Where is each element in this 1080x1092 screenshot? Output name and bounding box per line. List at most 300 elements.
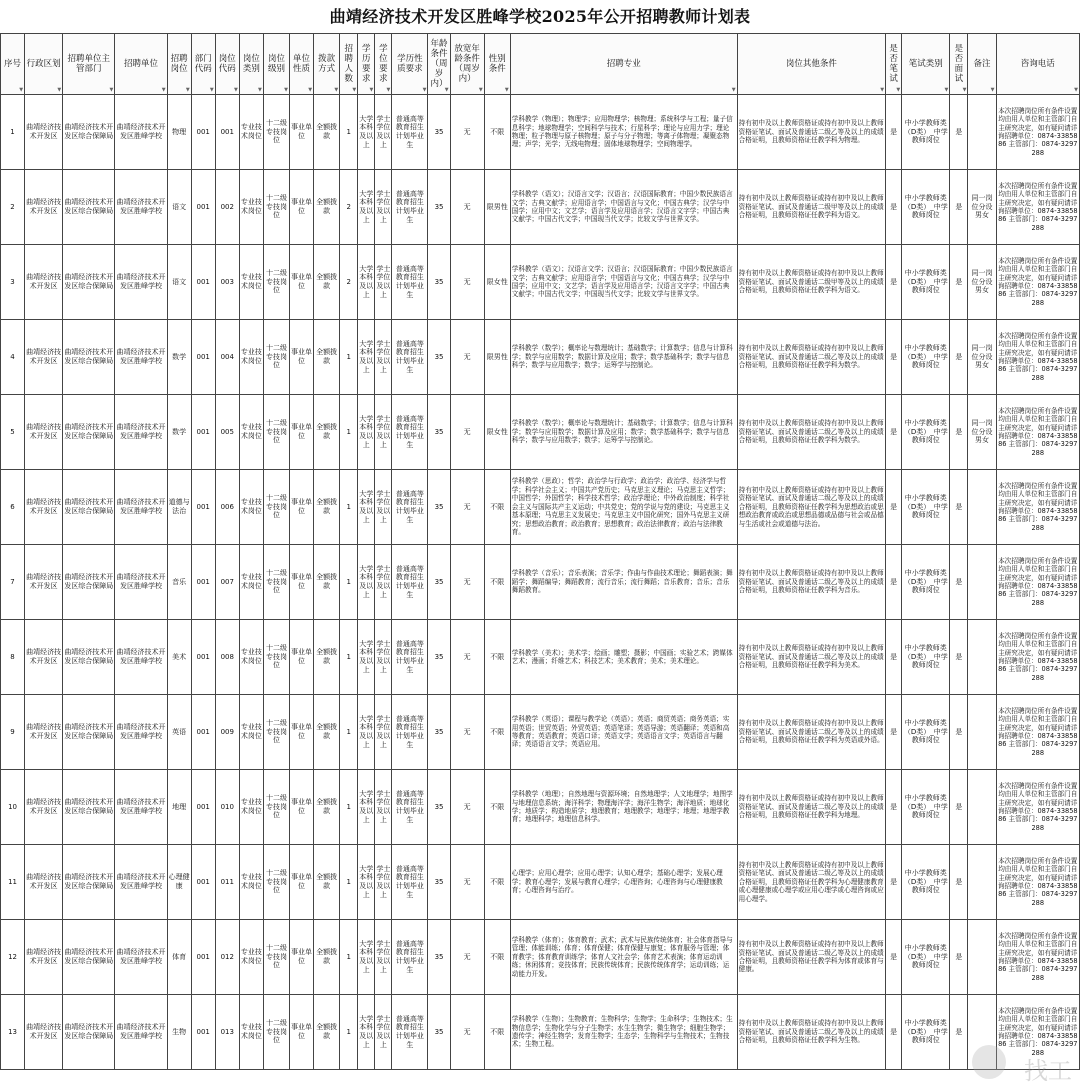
cell-unit-text: 曲靖经济技术开发区胜峰学校 [116,273,166,290]
cell-nature [290,995,314,1070]
dropdown-arrow-icon[interactable]: ▼ [352,87,357,93]
watermark [1024,1051,1072,1086]
cell-interview [950,620,968,695]
cell-major [510,920,737,995]
cell-nature [290,920,314,995]
cell-funding-text: 全额拨款 [316,948,338,965]
cell-written-exam [886,170,902,245]
table-row [1,170,1080,245]
cell-age-relaxed-text: 无 [463,877,471,886]
cell-unit-text: 曲靖经济技术开发区胜峰学校 [116,948,166,965]
cell-post-code [215,95,239,170]
column-header-label: 备注 [973,58,991,69]
cell-degree-text: 学士学位及以上 [376,114,391,149]
dropdown-arrow-icon[interactable]: ▼ [504,87,509,93]
table-row [1,845,1080,920]
cell-nature-text: 事业单位 [291,948,313,965]
cell-age-relaxed [450,320,484,395]
cell-number-text: 13 [8,1027,17,1036]
cell-major-text: 学科教学（语文）；汉语言文学；汉语言；汉语国际教育；中国少数民族语言文学；古典文献学；应用语言学；中国语言与文化；中国古典学；汉学与中国学；应用中文；文艺学；语言学及应用语言学；汉语言文字学；中国古典文献学；中国古代文学；中国现当代文学；比较文学与世界文学。 [511,190,733,224]
cell-exam-type [902,920,950,995]
column-header[interactable] [1,34,25,95]
cell-nature-text: 事业单位 [291,573,313,590]
cell-unit [115,920,167,995]
column-header[interactable] [314,34,340,95]
cell-region-text: 曲靖经济技术开发区 [26,498,62,515]
cell-gender-text: 不限 [490,952,505,961]
cell-level-text: 十二级专技岗位 [265,643,287,670]
cell-unit [115,545,167,620]
cell-remark [968,620,996,695]
cell-education-type-text: 普通高等教育招生计划毕业生 [395,114,424,149]
cell-exam-type [902,245,950,320]
cell-age-text: 35 [434,802,444,811]
dropdown-arrow-icon[interactable]: ▼ [233,87,238,93]
cell-interview-text: 是 [955,727,963,736]
dropdown-arrow-icon[interactable]: ▼ [478,87,483,93]
dropdown-arrow-icon[interactable]: ▼ [284,87,288,93]
cell-age-relaxed [450,770,484,845]
cell-post-code-text: 006 [220,502,234,511]
column-header[interactable] [950,34,968,95]
cell-exam-type [902,995,950,1070]
cell-post-code-text: 013 [220,1027,234,1036]
cell-education-type [392,320,428,395]
cell-category [239,170,263,245]
cell-education-type-text: 普通高等教育招生计划毕业生 [395,939,424,974]
cell-level-text: 十二级专技岗位 [265,718,287,745]
dropdown-arrow-icon[interactable]: ▼ [109,87,114,93]
cell-nature-text: 事业单位 [291,798,313,815]
dropdown-arrow-icon[interactable]: ▼ [334,87,339,93]
cell-funding [314,845,340,920]
cell-nature [290,395,314,470]
cell-region [25,395,63,470]
cell-phone-text: 本次招聘岗位所有条件设置均由用人单位和主管部门自主研究决定，如有疑问请详询招聘单位：0874-3385886 主管部门：0874-3297288 [997,781,1078,832]
cell-interview-text: 是 [955,427,963,436]
cell-nature-text: 事业单位 [291,498,313,515]
column-header[interactable] [167,34,191,95]
cell-level-text: 十二级专技岗位 [265,343,287,370]
cell-gender [484,995,510,1070]
column-header[interactable] [215,34,239,95]
cell-level [263,770,289,845]
cell-funding-text: 全额拨款 [316,1023,338,1040]
cell-education-type-text: 普通高等教育招生计划毕业生 [395,264,424,299]
cell-department [63,695,115,770]
cell-age-relaxed [450,170,484,245]
cell-level [263,695,289,770]
cell-department-text: 曲靖经济技术开发区综合保障局 [64,948,114,965]
dropdown-arrow-icon[interactable]: ▼ [258,87,262,93]
cell-degree-text: 学士学位及以上 [376,189,391,224]
dropdown-arrow-icon[interactable]: ▼ [57,87,62,93]
cell-level [263,320,289,395]
cell-other-conditions-text: 持有初中及以上教师资格证或持有初中及以上教师资格证笔试、面试及普通话二级乙等及以上的成绩合格证明，且教师资格证任教学科为英语或外语。 [738,719,884,745]
cell-dept-code-text: 001 [196,127,210,136]
cell-age-relaxed [450,95,484,170]
column-header[interactable] [63,34,115,95]
cell-exam-type [902,395,950,470]
column-header-label: 序号 [4,58,22,69]
dropdown-arrow-icon[interactable]: ▼ [1074,87,1078,93]
cell-major [510,620,737,695]
column-header[interactable] [886,34,902,95]
cell-funding-text: 全额拨款 [316,198,338,215]
cell-category [239,545,263,620]
cell-nature-text: 事业单位 [291,273,313,290]
cell-gender-text: 不限 [490,502,505,511]
cell-age-relaxed-text: 无 [463,577,471,586]
cell-age [428,245,450,320]
cell-degree [375,170,392,245]
cell-remark [968,470,996,545]
cell-degree [375,620,392,695]
cell-age [428,995,450,1070]
table-row [1,620,1080,695]
cell-count [340,470,358,545]
cell-age-relaxed [450,995,484,1070]
column-header[interactable] [25,34,63,95]
cell-post-code [215,920,239,995]
cell-age-relaxed [450,920,484,995]
cell-age-relaxed-text: 无 [463,352,471,361]
cell-age-text: 35 [434,877,444,886]
dropdown-arrow-icon[interactable]: ▼ [896,87,901,93]
cell-category [239,245,263,320]
cell-education [358,470,375,545]
cell-education-type-text: 普通高等教育招生计划毕业生 [395,564,424,599]
cell-post-code [215,170,239,245]
cell-category-text: 专业技术岗位 [240,273,262,290]
cell-category [239,320,263,395]
cell-funding-text: 全额拨款 [316,798,338,815]
column-header[interactable] [510,34,737,95]
cell-department-text: 曲靖经济技术开发区综合保障局 [64,723,114,740]
cell-number-text: 4 [10,352,15,361]
cell-department [63,320,115,395]
cell-gender [484,95,510,170]
cell-education-type [392,620,428,695]
cell-other-conditions [737,845,886,920]
cell-remark [968,920,996,995]
cell-nature-text: 事业单位 [291,873,313,890]
cell-count-text: 2 [346,202,351,211]
cell-exam-type-text: 中小学教师类（D类）_中学教师岗位 [903,943,948,970]
cell-exam-type [902,320,950,395]
cell-unit [115,245,167,320]
cell-post-code [215,695,239,770]
cell-other-conditions-text: 持有初中及以上教师资格证或持有初中及以上教师资格证笔试、面试及普通话二级乙等及以上的成绩合格证明，且教师资格证任教学科为思想政治或思想政治教育或政治或思想品德或品德与社会或品德与生活或社会或道德与法治。 [738,485,884,528]
dropdown-arrow-icon[interactable]: ▼ [944,87,949,93]
cell-nature [290,845,314,920]
cell-nature [290,695,314,770]
cell-gender-text: 不限 [490,127,505,136]
cell-region-text: 曲靖经济技术开发区 [26,423,62,440]
dropdown-arrow-icon[interactable]: ▼ [161,87,166,93]
cell-written-exam [886,995,902,1070]
cell-unit-text: 曲靖经济技术开发区胜峰学校 [116,498,166,515]
column-header[interactable] [239,34,263,95]
cell-unit-text: 曲靖经济技术开发区胜峰学校 [116,123,166,140]
cell-category-text: 专业技术岗位 [240,798,262,815]
cell-post-code [215,320,239,395]
table-row [1,470,1080,545]
cell-interview-text: 是 [955,877,963,886]
column-header[interactable] [392,34,428,95]
cell-level [263,395,289,470]
cell-number-text: 2 [10,202,15,211]
cell-age-relaxed [450,395,484,470]
cell-gender [484,170,510,245]
cell-degree-text: 学士学位及以上 [376,414,391,449]
cell-nature [290,320,314,395]
cell-unit [115,320,167,395]
cell-department [63,995,115,1070]
cell-education [358,395,375,470]
cell-post-text: 语文 [172,277,187,286]
cell-degree-text: 学士学位及以上 [376,264,391,299]
column-header[interactable] [340,34,358,95]
cell-nature [290,470,314,545]
cell-other-conditions [737,545,886,620]
cell-phone-text: 本次招聘岗位所有条件设置均由用人单位和主管部门自主研究决定，如有疑问请详询招聘单位：0874-3385886 主管部门：0874-3297288 [997,481,1078,532]
cell-phone-text: 本次招聘岗位所有条件设置均由用人单位和主管部门自主研究决定，如有疑问请详询招聘单位：0874-3385886 主管部门：0874-3297288 [997,406,1078,457]
column-header-label: 岗位类别 [242,53,260,74]
cell-number-text: 6 [10,502,15,511]
cell-education-type [392,920,428,995]
cell-gender-text: 不限 [490,877,505,886]
dropdown-arrow-icon[interactable]: ▼ [444,87,449,93]
cell-phone [996,245,1079,320]
cell-education [358,845,375,920]
column-header[interactable] [484,34,510,95]
cell-funding [314,170,340,245]
dropdown-arrow-icon[interactable]: ▼ [19,87,24,93]
page-title: 曲靖经济技术开发区胜峰学校2025年公开招聘教师计划表 [329,7,751,26]
cell-written-exam-text: 是 [890,202,898,211]
cell-remark [968,545,996,620]
cell-department [63,95,115,170]
cell-phone-text: 本次招聘岗位所有条件设置均由用人单位和主管部门自主研究决定，如有疑问请详询招聘单位：0874-3385886 主管部门：0874-3297288 [997,706,1078,757]
cell-written-exam [886,695,902,770]
cell-number [1,620,25,695]
column-header-label: 咨询电话 [1020,58,1055,69]
cell-written-exam-text: 是 [890,727,898,736]
cell-interview-text: 是 [955,277,963,286]
cell-exam-type [902,170,950,245]
cell-age [428,620,450,695]
table-body [1,95,1080,1070]
dropdown-arrow-icon[interactable]: ▼ [209,87,214,93]
cell-post [167,470,191,545]
cell-age-text: 35 [434,952,444,961]
cell-other-conditions-text: 持有初中及以上教师资格证或持有初中及以上教师资格证笔试、面试及普通话二级乙等及以上的成绩合格证明，且教师资格证任教学科为生物。 [738,1019,884,1045]
cell-nature [290,170,314,245]
dropdown-arrow-icon[interactable]: ▼ [962,87,967,93]
cell-major [510,995,737,1070]
cell-age [428,470,450,545]
cell-gender-text: 不限 [490,1027,505,1036]
cell-interview [950,395,968,470]
cell-age-relaxed-text: 无 [463,1027,471,1036]
cell-degree-text: 学士学位及以上 [376,564,391,599]
cell-unit [115,995,167,1070]
cell-dept-code-text: 001 [196,727,210,736]
cell-funding [314,770,340,845]
cell-level-text: 十二级专技岗位 [265,793,287,820]
cell-nature-text: 事业单位 [291,198,313,215]
cell-dept-code [191,770,215,845]
column-header[interactable] [428,34,450,95]
column-header[interactable] [191,34,215,95]
cell-education-text: 大学本科及以上 [359,414,374,449]
cell-dept-code-text: 001 [196,952,210,961]
cell-dept-code-text: 001 [196,802,210,811]
cell-unit-text: 曲靖经济技术开发区胜峰学校 [116,348,166,365]
column-header[interactable] [968,34,996,95]
table-row [1,695,1080,770]
column-header[interactable] [263,34,289,95]
table-row [1,95,1080,170]
cell-region-text: 曲靖经济技术开发区 [26,573,62,590]
cell-phone [996,395,1079,470]
cell-unit [115,845,167,920]
column-header-label: 招聘岗位 [170,53,188,74]
column-header[interactable] [375,34,392,95]
cell-education [358,245,375,320]
cell-level-text: 十二级专技岗位 [265,943,287,970]
cell-education [358,95,375,170]
cell-major-text: 心理学；应用心理学；应用心理学；认知心理学；基础心理学；发展心理学；教育心理学；发展与教育心理学；心理咨询；心理咨询与心理健康教育；心理咨询与治疗。 [511,869,723,895]
cell-education-type [392,170,428,245]
column-header-label: 是否笔试 [889,43,898,85]
column-header[interactable] [290,34,314,95]
cell-post [167,920,191,995]
cell-count-text: 1 [346,427,351,436]
cell-post [167,995,191,1070]
cell-education [358,545,375,620]
cell-nature [290,245,314,320]
cell-written-exam-text: 是 [890,352,898,361]
cell-other-conditions [737,170,886,245]
cell-interview-text: 是 [955,952,963,961]
cell-exam-type-text: 中小学教师类（D类）_中学教师岗位 [903,793,948,820]
cell-count [340,395,358,470]
cell-category-text: 专业技术岗位 [240,498,262,515]
cell-phone-text: 本次招聘岗位所有条件设置均由用人单位和主管部门自主研究决定，如有疑问请详询招聘单位：0874-3385886 主管部门：0874-3297288 [997,556,1078,607]
cell-funding-text: 全额拨款 [316,873,338,890]
cell-number-text: 12 [8,952,17,961]
column-header[interactable] [902,34,950,95]
cell-degree [375,695,392,770]
column-header[interactable] [737,34,886,95]
cell-unit [115,395,167,470]
cell-remark-text: 同一岗位分设男女 [971,343,993,370]
cell-post-code [215,995,239,1070]
column-header[interactable] [115,34,167,95]
cell-level [263,995,289,1070]
dropdown-arrow-icon[interactable]: ▼ [308,87,313,93]
cell-written-exam-text: 是 [890,877,898,886]
cell-post [167,320,191,395]
column-header[interactable] [996,34,1079,95]
cell-region [25,545,63,620]
cell-age [428,845,450,920]
cell-region [25,695,63,770]
cell-nature-text: 事业单位 [291,123,313,140]
cell-level [263,845,289,920]
cell-department-text: 曲靖经济技术开发区综合保障局 [64,198,114,215]
cell-post-text: 地理 [172,802,187,811]
cell-department-text: 曲靖经济技术开发区综合保障局 [64,648,114,665]
cell-number [1,320,25,395]
dropdown-arrow-icon[interactable]: ▼ [990,87,995,93]
dropdown-arrow-icon[interactable]: ▼ [422,87,427,93]
dropdown-arrow-icon[interactable]: ▼ [386,87,391,93]
cell-unit [115,620,167,695]
cell-post-code [215,395,239,470]
cell-post [167,95,191,170]
cell-funding [314,470,340,545]
column-header[interactable] [450,34,484,95]
cell-major-text: 学科教学（生物）；生物教育；生物科学；生物学；生命科学；生物技术；生物信息学；生物化学与分子生物学；水生生物学；微生物学；细胞生物学；遗传学；神经生物学；发育生物学；生态学；生物科学与生物技术；生物技术；生物工程。 [511,1015,733,1049]
column-header-label: 部门代码 [194,53,212,74]
cell-region-text: 曲靖经济技术开发区 [26,273,62,290]
cell-written-exam-text: 是 [890,427,898,436]
cell-category-text: 专业技术岗位 [240,573,262,590]
cell-post-code [215,545,239,620]
cell-unit [115,770,167,845]
cell-education-type [392,695,428,770]
dropdown-arrow-icon[interactable]: ▼ [731,87,736,93]
cell-other-conditions [737,695,886,770]
cell-phone-text: 本次招聘岗位所有条件设置均由用人单位和主管部门自主研究决定，如有疑问请详询招聘单位：0874-3385886 主管部门：0874-3297288 [997,181,1078,232]
cell-age-relaxed-text: 无 [463,952,471,961]
cell-post-text: 音乐 [172,577,187,586]
cell-phone [996,770,1079,845]
cell-category-text: 专业技术岗位 [240,198,262,215]
cell-phone-text: 本次招聘岗位所有条件设置均由用人单位和主管部门自主研究决定，如有疑问请详询招聘单位：0874-3385886 主管部门：0874-3297288 [997,856,1078,907]
cell-education-type-text: 普通高等教育招生计划毕业生 [395,639,424,674]
cell-count [340,320,358,395]
cell-category-text: 专业技术岗位 [240,723,262,740]
cell-remark [968,320,996,395]
cell-number-text: 1 [10,127,15,136]
cell-gender-text: 不限 [490,727,505,736]
cell-dept-code-text: 001 [196,277,210,286]
cell-post-code-text: 010 [220,802,234,811]
cell-education [358,995,375,1070]
cell-department [63,845,115,920]
column-header-label: 年龄条件（周岁内） [430,38,448,90]
cell-region-text: 曲靖经济技术开发区 [26,948,62,965]
dropdown-arrow-icon[interactable]: ▼ [369,87,374,93]
cell-category [239,95,263,170]
cell-level [263,470,289,545]
column-header[interactable] [358,34,375,95]
cell-gender [484,470,510,545]
cell-other-conditions-text: 持有初中及以上教师资格证或持有初中及以上教师资格证笔试、面试及普通话二级乙等及以上的成绩合格证明，且教师资格证任教学科为数学。 [738,344,884,370]
cell-degree-text: 学士学位及以上 [376,339,391,374]
dropdown-arrow-icon[interactable]: ▼ [185,87,190,93]
dropdown-arrow-icon[interactable]: ▼ [880,87,885,93]
cell-interview [950,995,968,1070]
cell-interview [950,845,968,920]
cell-funding [314,620,340,695]
cell-post-code [215,470,239,545]
cell-number [1,245,25,320]
